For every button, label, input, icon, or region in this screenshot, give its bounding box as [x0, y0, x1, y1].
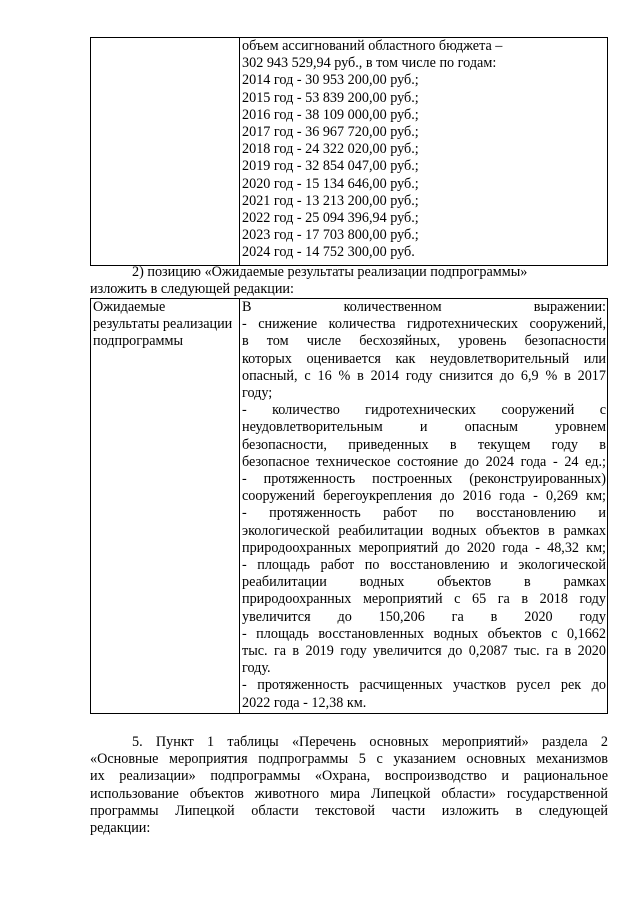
result-line: году; [242, 385, 273, 402]
result-line: неудовлетворительным и опасным уровнем [242, 419, 606, 436]
funding-year-line: 2015 год - 53 839 200,00 руб.; [242, 89, 419, 106]
result-line: - протяженность построенных (реконструированных) [242, 471, 606, 488]
result-line: - площадь работ по восстановлению и экологической [242, 557, 606, 574]
label-line: подпрограммы [93, 333, 183, 350]
result-line: - протяженность расчищенных участков русел рек до [242, 677, 606, 694]
result-line: - протяженность работ по восстановлению и [242, 505, 606, 522]
result-line: природоохранных мероприятий с 65 га в 2018 году [242, 591, 606, 608]
funding-line: объем ассигнований областного бюджета – [242, 38, 503, 54]
intro-line: 2) позицию «Ожидаемые результаты реализации подпрограммы» [132, 264, 528, 280]
funding-year-line: 2021 год - 13 213 200,00 руб.; [242, 192, 419, 209]
expected-results-row [91, 299, 608, 714]
result-line: - количество гидротехнических сооружений с [242, 402, 606, 419]
result-line: реабилитации водных объектов в рамках [242, 574, 606, 591]
funding-year-line: 2016 год - 38 109 000,00 руб.; [242, 106, 419, 123]
paragraph-line: «Основные мероприятия подпрограммы 5 с указанием основных механизмов [90, 751, 608, 768]
result-line: В количественном выражении: [242, 299, 606, 315]
paragraph-line: их реализации» подпрограммы «Охрана, воспроизводство и рациональное [90, 768, 608, 785]
funding-row [91, 38, 608, 266]
result-line: которых оценивается как неудовлетворительный или [242, 350, 606, 367]
paragraph-line: программы Липецкой области текстовой части изложить в следующей [90, 802, 608, 819]
result-line: экологической реабилитации водных объектов в рамках [242, 522, 606, 539]
label-line: Ожидаемые [93, 299, 166, 315]
funding-year-line: 2018 год - 24 322 020,00 руб.; [242, 141, 419, 158]
funding-year-line: 2022 год - 25 094 396,94 руб.; [242, 210, 419, 227]
result-line: сооружений берегоукрепления до 2016 года - 0,269 км; [242, 488, 606, 505]
result-line: безопасности, приведенных в текущем году в [242, 436, 606, 453]
expected-results-table [90, 298, 608, 714]
intro-paragraph [90, 264, 608, 298]
paragraph-5 [90, 734, 608, 837]
expected-results-text-cell [240, 299, 608, 714]
funding-year-line: 2020 год - 15 134 646,00 руб.; [242, 175, 419, 192]
funding-year-line: 2017 год - 36 967 720,00 руб.; [242, 124, 419, 141]
funding-label-cell [91, 38, 240, 266]
result-line: природоохранных мероприятий до 2020 года - 48,32 км; [242, 539, 606, 556]
result-line: тыс. га в 2019 году увеличится до 0,2087 тыс. га в 2020 [242, 643, 606, 660]
result-line: в том числе бесхозяйных, уровень безопасности [242, 333, 606, 350]
paragraph-line: 5. Пункт 1 таблицы «Перечень основных мероприятий» раздела 2 [132, 734, 608, 750]
result-line: увеличится до 150,206 га в 2020 году [242, 608, 606, 625]
intro-line: изложить в следующей редакции: [90, 281, 294, 298]
result-line: - снижение количества гидротехнических сооружений, [242, 316, 606, 333]
funding-year-line: 2023 год - 17 703 800,00 руб.; [242, 227, 419, 244]
result-line: 2022 года - 12,38 км. [242, 694, 367, 711]
funding-year-line: 2014 год - 30 953 200,00 руб.; [242, 72, 419, 89]
paragraph-line: использование объектов животного мира Липецкой области» государственной [90, 785, 608, 802]
funding-table [90, 37, 608, 266]
expected-results-label-cell [91, 299, 240, 714]
funding-line: 302 943 529,94 руб., в том числе по годам: [242, 55, 497, 72]
result-line: - площадь восстановленных водных объектов с 0,1662 [242, 625, 606, 642]
result-line: опасный, с 16 % в 2014 году снизится до 6,9 % в 2017 [242, 367, 606, 384]
result-line: году. [242, 660, 271, 677]
funding-values-cell [240, 38, 608, 266]
result-line: безопасное техническое состояние до 2024 года - 24 ед.; [242, 453, 606, 470]
paragraph-line: редакции: [90, 820, 151, 837]
funding-year-line: 2019 год - 32 854 047,00 руб.; [242, 158, 419, 175]
label-line: результаты реализации [93, 316, 233, 333]
funding-year-line: 2024 год - 14 752 300,00 руб. [242, 244, 415, 261]
